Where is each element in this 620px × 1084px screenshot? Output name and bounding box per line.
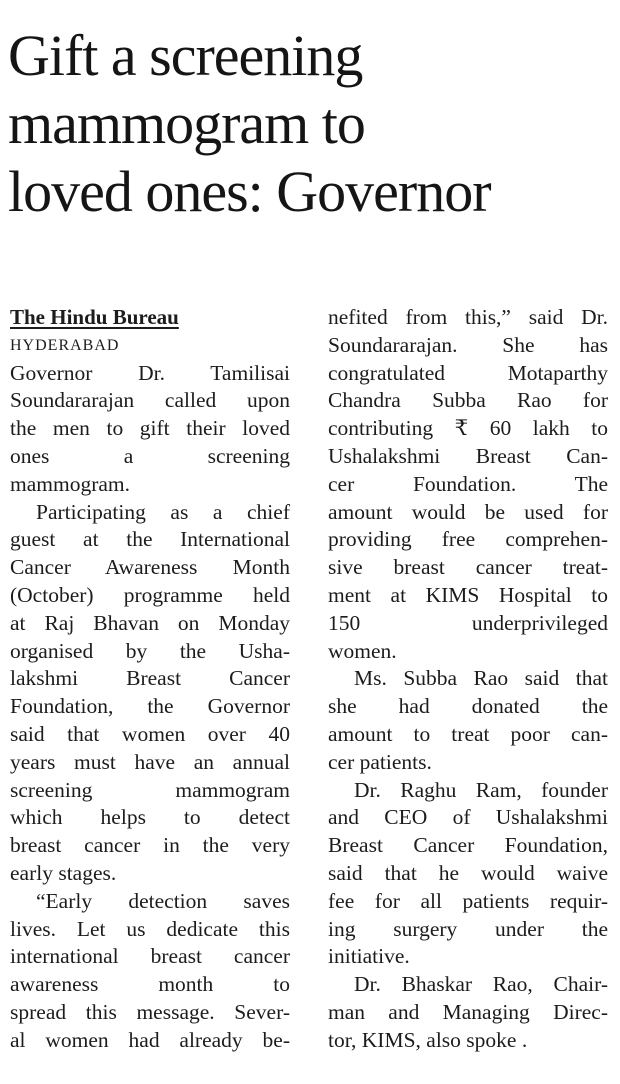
text-line: nefited from this,” said Dr. [328,305,608,329]
text-line: cer Foundation. The [328,471,608,496]
article-column-left [10,304,290,1055]
text-line: amount would be used for [328,499,608,524]
text-line: Chandra Subba Rao for [328,388,608,413]
text-line: Ms. Subba Rao said that [354,666,608,691]
text-line: sive breast cancer treat- [328,555,608,580]
headline-line: Gift a screening [8,23,363,88]
text-line: early stages. [10,860,117,885]
text-line: mammogram. [10,471,131,496]
text-line: awareness month to [10,972,290,997]
byline: The Hindu Bureau [10,305,179,329]
text-line: Governor Dr. Tamilisai [10,360,290,385]
text-line: man and Managing Direc- [328,999,608,1024]
text-line: amount to treat poor can- [328,721,608,746]
text-line: fee for all patients requir- [328,888,608,913]
headline [8,22,612,226]
text-line: the men to gift their loved [10,416,290,441]
text-line: screening mammogram [10,777,290,802]
text-line: breast cancer in the very [10,833,290,858]
text-line: ment at KIMS Hospital to [328,582,608,607]
text-line: 150 underprivileged [328,610,608,635]
text-line: ing surgery under the [328,916,608,941]
text-line: Soundararajan. She has [328,332,608,357]
text-line: congratulated Motaparthy [328,360,608,385]
text-line: organised by the Usha- [10,638,290,663]
text-line: Dr. Raghu Ram, founder [354,777,608,802]
text-line: Breast Cancer Foundation, [328,833,608,858]
text-line: ones a screening [10,443,290,468]
text-line: Soundararajan called upon [10,388,290,413]
text-line: women. [328,638,397,663]
text-line: and CEO of Ushalakshmi [328,805,608,830]
text-line: providing free comprehen- [328,527,608,552]
text-line: guest at the International [10,527,290,552]
text-line: al women had already be- [10,1027,290,1052]
text-line: years must have an annual [10,749,290,774]
text-line: Cancer Awareness Month [10,555,290,580]
text-line: Dr. Bhaskar Rao, Chair- [354,972,608,997]
text-line: (October) programme held [10,582,290,607]
text-line: contributing ₹ 60 lakh to [328,416,608,441]
text-line: she had donated the [328,694,608,719]
text-line: said that he would waive [328,860,608,885]
text-line: lakshmi Breast Cancer [10,666,290,691]
dateline: HYDERABAD [10,336,120,354]
text-line: Ushalakshmi Breast Can- [328,443,608,468]
text-line: Foundation, the Governor [10,694,290,719]
text-line: which helps to detect [10,805,290,830]
text-line: spread this message. Sever- [10,999,290,1024]
text-line: tor, KIMS, also spoke . [328,1027,528,1052]
text-line: cer patients. [328,749,432,774]
text-line: initiative. [328,944,410,969]
text-line: Participating as a chief [36,499,290,524]
text-line: international breast cancer [10,944,290,969]
text-line: said that women over 40 [10,721,290,746]
text-line: lives. Let us dedicate this [10,916,290,941]
text-line: “Early detection saves [36,888,290,913]
article-column-right [328,304,608,1055]
text-line: at Raj Bhavan on Monday [10,610,290,635]
headline-line: loved ones: Governor [8,159,491,224]
headline-line: mammogram to [8,91,365,156]
